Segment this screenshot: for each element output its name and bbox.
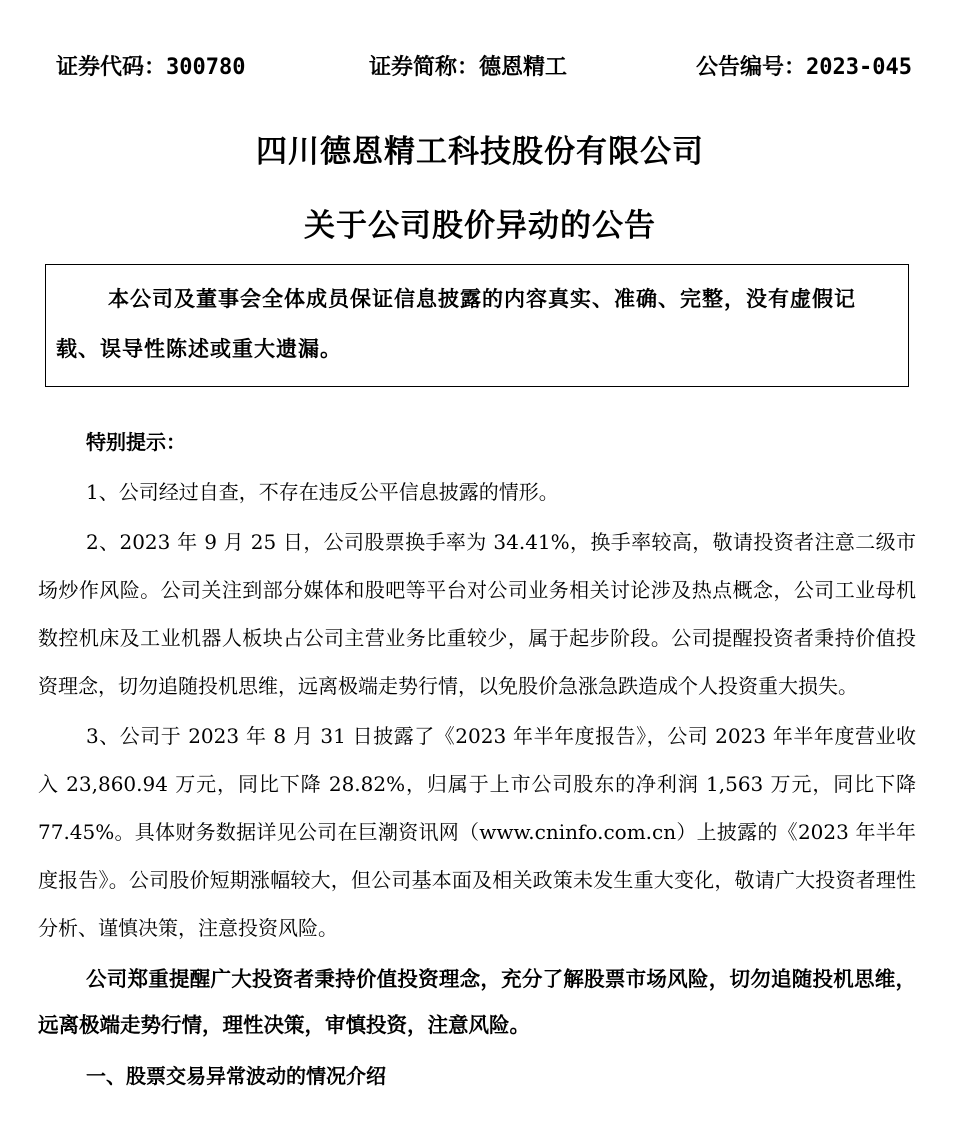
notice-item-1: 1、公司经过自查，不存在违反公平信息披露的情形。 xyxy=(86,480,559,504)
securities-code-label: 证券代码： xyxy=(56,55,167,80)
announcement-number-value: 2023-045 xyxy=(806,55,912,80)
notice-item-2: 2、2023 年 9 月 25 日，公司股票换手率为 34.41%，换手率较高，敬请投资者注意二级市场炒作风险。公司关注到部分媒体和股吧等平台对公司业务相关讨论涉及热点概念，公司工业母机数控机床及工业机器人板块占公司主营业务比重较少，属于起步阶段。公司提醒投资者秉持价值投资理念，切勿追随投机思维，远离极端走势行情，以免股价急涨急跌造成个人投资重大损失。 xyxy=(38,530,916,698)
securities-code xyxy=(56,50,246,81)
special-notice-heading: 特别提示： xyxy=(86,430,186,454)
declaration-text: 本公司及董事会全体成员保证信息披露的内容真实、准确、完整，没有虚假记载、误导性陈述或重大遗漏。 xyxy=(56,287,856,361)
securities-short-name: 证券简称：德恩精工 xyxy=(369,55,568,80)
company-title: 四川德恩精工科技股份有限公司 xyxy=(256,134,704,170)
investor-reminder: 公司郑重提醒广大投资者秉持价值投资理念，充分了解股票市场风险，切勿追随投机思维，远离极端走势行情，理性决策，审慎投资，注意风险。 xyxy=(38,967,916,1037)
notice-item-3: 3、公司于 2023 年 8 月 31 日披露了《2023 年半年度报告》，公司 2023 年半年度营业收入 23,860.94 万元，同比下降 28.82%，归属于上市公司股东的净利润 1,563 万元，同比下降 77.45%。具体财务数据详见公司在巨潮资讯网（www.cninfo.com.cn）上披露的《2023 年半年度报告》。公司股价短期涨幅较大，但公司基本面及相关政策未发生重大变化，敬请广大投资者理性分析、谨慎决策，注意投资风险。 xyxy=(38,724,916,940)
announcement-number-label: 公告编号： xyxy=(696,55,807,80)
declaration-box xyxy=(45,264,909,387)
announcement-body xyxy=(38,418,916,1100)
section-heading-1: 一、股票交易异常波动的情况介绍 xyxy=(86,1064,386,1088)
announcement-title: 关于公司股价异动的公告 xyxy=(304,208,656,244)
announcement-number xyxy=(696,50,912,81)
securities-code-value: 300780 xyxy=(166,55,246,80)
